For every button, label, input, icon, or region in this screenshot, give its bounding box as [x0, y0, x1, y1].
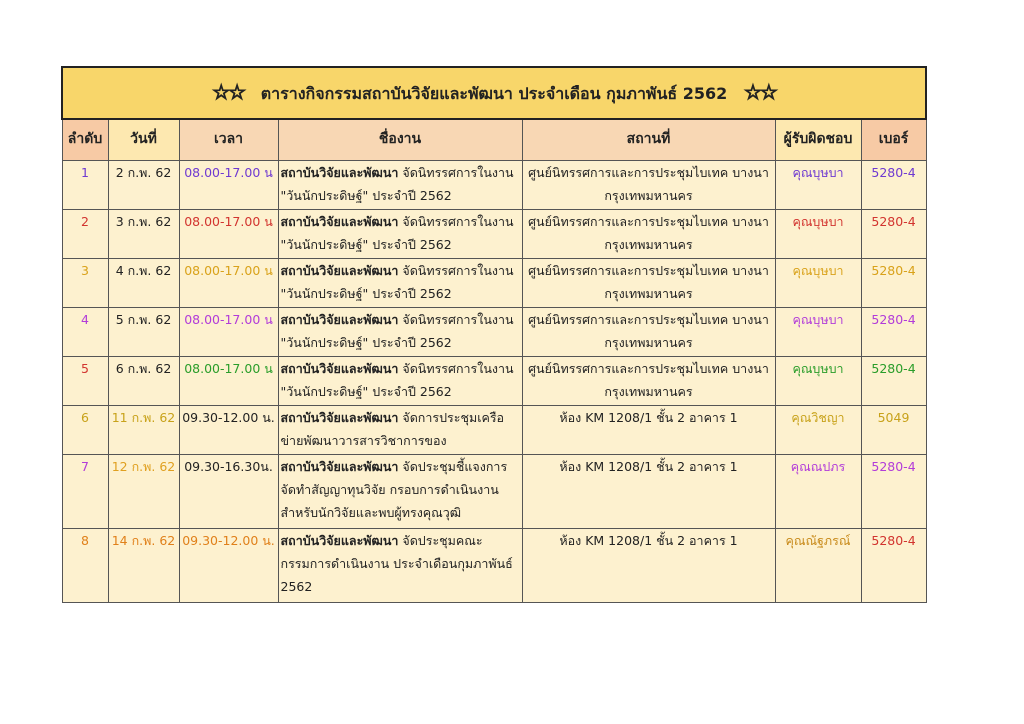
cell-owner: คุณบุษบา	[775, 209, 861, 258]
table-body	[62, 160, 926, 602]
cell-time: 09.30-16.30น.	[179, 454, 278, 528]
page-title: ตารางกิจกรรมสถาบันวิจัยและพัฒนา ประจำเดือน กุมภาพันธ์ 2562	[260, 84, 728, 103]
cell-no: 8	[62, 528, 108, 602]
event-organizer: สถาบันวิจัยและพัฒนา	[280, 360, 399, 376]
event-organizer: สถาบันวิจัยและพัฒนา	[280, 311, 399, 327]
cell-date: 3 ก.พ. 62	[108, 209, 179, 258]
header-time: เวลา	[179, 119, 278, 160]
event-organizer: สถาบันวิจัยและพัฒนา	[280, 213, 399, 229]
event-description: จัดการประชุมเครือข่ายพัฒนาวารสารวิชาการของ	[280, 409, 505, 448]
cell-phone: 5280-4	[861, 258, 926, 307]
cell-date: 5 ก.พ. 62	[108, 307, 179, 356]
cell-time: 08.00-17.00 น	[179, 258, 278, 307]
cell-date: 4 ก.พ. 62	[108, 258, 179, 307]
header-owner: ผู้รับผิดชอบ	[775, 119, 861, 160]
cell-phone: 5280-4	[861, 454, 926, 528]
cell-phone: 5049	[861, 405, 926, 454]
cell-owner: คุณวิชญา	[775, 405, 861, 454]
event-organizer: สถาบันวิจัยและพัฒนา	[280, 458, 399, 474]
star-right-icon: ☆☆	[744, 80, 776, 104]
table-row	[62, 356, 926, 405]
cell-date: 11 ก.พ. 62	[108, 405, 179, 454]
cell-event	[278, 307, 522, 356]
event-description: จัดนิทรรศการในงาน "วันนักประดิษฐ์" ประจำปี 2562	[280, 164, 514, 203]
cell-event	[278, 454, 522, 528]
cell-no: 7	[62, 454, 108, 528]
table-row	[62, 160, 926, 209]
cell-phone: 5280-4	[861, 356, 926, 405]
header-event: ชื่องาน	[278, 119, 522, 160]
table-row	[62, 307, 926, 356]
cell-phone: 5280-4	[861, 160, 926, 209]
header-no: ลำดับ	[62, 119, 108, 160]
cell-owner: คุณณปภร	[775, 454, 861, 528]
cell-no: 2	[62, 209, 108, 258]
cell-no: 1	[62, 160, 108, 209]
cell-owner: คุณบุษบา	[775, 258, 861, 307]
cell-no: 3	[62, 258, 108, 307]
event-description: จัดประชุมชี้แจงการจัดทำสัญญาทุนวิจัย กรอบการดำเนินงานสำหรับนักวิจัยและพบผู้ทรงคุณวุฒิ	[280, 458, 508, 520]
cell-event	[278, 405, 522, 454]
event-description: จัดนิทรรศการในงาน "วันนักประดิษฐ์" ประจำปี 2562	[280, 360, 514, 399]
header-date: วันที่	[108, 119, 179, 160]
cell-event	[278, 356, 522, 405]
cell-event	[278, 160, 522, 209]
table-row	[62, 528, 926, 602]
cell-owner: คุณบุษบา	[775, 307, 861, 356]
event-organizer: สถาบันวิจัยและพัฒนา	[280, 532, 399, 548]
star-left-icon: ☆☆	[212, 80, 245, 104]
cell-event	[278, 528, 522, 602]
cell-place: ศูนย์นิทรรศการและการประชุมไบเทค บางนา กรุงเทพมหานคร	[522, 307, 775, 356]
event-description: จัดนิทรรศการในงาน "วันนักประดิษฐ์" ประจำปี 2562	[280, 213, 514, 252]
cell-event	[278, 209, 522, 258]
cell-place: ห้อง KM 1208/1 ชั้น 2 อาคาร 1	[522, 454, 775, 528]
cell-time: 08.00-17.00 น	[179, 160, 278, 209]
cell-time: 08.00-17.00 น	[179, 356, 278, 405]
cell-time: 08.00-17.00 น	[179, 307, 278, 356]
event-description: จัดประชุมคณะกรรมการดำเนินงาน ประจำเดือนกุมภาพันธ์ 2562	[280, 532, 513, 594]
header-phone: เบอร์	[861, 119, 926, 160]
cell-owner: คุณบุษบา	[775, 356, 861, 405]
cell-date: 12 ก.พ. 62	[108, 454, 179, 528]
event-organizer: สถาบันวิจัยและพัฒนา	[280, 262, 399, 278]
cell-no: 6	[62, 405, 108, 454]
cell-time: 09.30-12.00 น.	[179, 528, 278, 602]
cell-owner: คุณบุษบา	[775, 160, 861, 209]
event-organizer: สถาบันวิจัยและพัฒนา	[280, 164, 399, 180]
cell-place: ศูนย์นิทรรศการและการประชุมไบเทค บางนา กรุงเทพมหานคร	[522, 258, 775, 307]
table-row	[62, 454, 926, 528]
cell-event	[278, 258, 522, 307]
table-row	[62, 405, 926, 454]
cell-time: 08.00-17.00 น	[179, 209, 278, 258]
cell-place: ศูนย์นิทรรศการและการประชุมไบเทค บางนา กรุงเทพมหานคร	[522, 160, 775, 209]
cell-date: 6 ก.พ. 62	[108, 356, 179, 405]
table-title-cell	[62, 67, 926, 119]
cell-place: ศูนย์นิทรรศการและการประชุมไบเทค บางนา กรุงเทพมหานคร	[522, 356, 775, 405]
table-row	[62, 209, 926, 258]
event-description: จัดนิทรรศการในงาน "วันนักประดิษฐ์" ประจำปี 2562	[280, 262, 514, 301]
cell-phone: 5280-4	[861, 307, 926, 356]
cell-no: 4	[62, 307, 108, 356]
table-row	[62, 258, 926, 307]
cell-phone: 5280-4	[861, 528, 926, 602]
cell-place: ห้อง KM 1208/1 ชั้น 2 อาคาร 1	[522, 528, 775, 602]
cell-place: ศูนย์นิทรรศการและการประชุมไบเทค บางนา กรุงเทพมหานคร	[522, 209, 775, 258]
cell-phone: 5280-4	[861, 209, 926, 258]
header-row	[62, 119, 926, 160]
cell-date: 2 ก.พ. 62	[108, 160, 179, 209]
cell-no: 5	[62, 356, 108, 405]
activity-schedule-table	[61, 66, 927, 603]
event-organizer: สถาบันวิจัยและพัฒนา	[280, 409, 399, 425]
cell-date: 14 ก.พ. 62	[108, 528, 179, 602]
cell-owner: คุณณัฐภรณ์	[775, 528, 861, 602]
header-place: สถานที่	[522, 119, 775, 160]
cell-time: 09.30-12.00 น.	[179, 405, 278, 454]
cell-place: ห้อง KM 1208/1 ชั้น 2 อาคาร 1	[522, 405, 775, 454]
event-description: จัดนิทรรศการในงาน "วันนักประดิษฐ์" ประจำปี 2562	[280, 311, 514, 350]
